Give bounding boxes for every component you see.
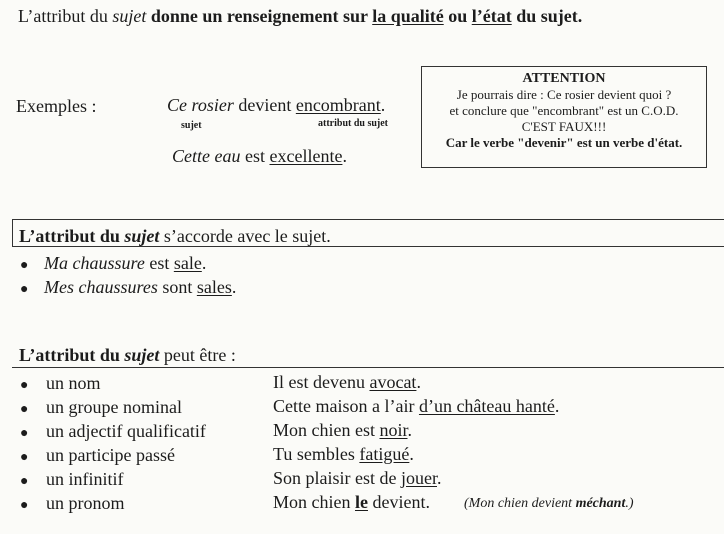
row-example-post: . — [416, 372, 421, 392]
row-kind: un infinitif — [46, 469, 124, 489]
bullet-icon: ● — [20, 498, 29, 513]
attention-title: ATTENTION — [522, 71, 606, 86]
attention-line-1: Je pourrais dire : Ce rosier devient quoi ? — [456, 87, 672, 102]
section-2-heading — [19, 345, 236, 366]
list-item — [44, 253, 206, 274]
row-example-post: . — [554, 396, 560, 416]
item-end: . — [231, 277, 237, 297]
row-kind: un nom — [46, 373, 101, 393]
section-1-heading — [19, 226, 331, 247]
row-example-attribute: le — [354, 492, 368, 512]
section-2-rule — [12, 367, 724, 368]
bullet-icon: ● — [20, 426, 29, 441]
intro-text-7: du sujet. — [511, 6, 583, 26]
row-kind: un participe passé — [46, 445, 175, 465]
row-example-post: . — [437, 468, 442, 488]
row-example-attribute: jouer — [401, 468, 437, 488]
section-1-heading-sujet: sujet — [124, 226, 160, 246]
row-example-post: . — [409, 444, 414, 464]
example-1-attribute: encombrant — [295, 95, 381, 115]
attention-line-2: et conclure que "encombrant" est un C.O.D. — [449, 103, 679, 118]
item-verb: sont — [157, 277, 197, 297]
example-1 — [167, 95, 385, 116]
section-1-left-rule — [12, 219, 13, 246]
row-kind: un groupe nominal — [46, 397, 182, 417]
attention-line-3: C'EST FAUX!!! — [521, 119, 607, 134]
section-1-top-rule — [12, 219, 724, 220]
row-note-post: .) — [625, 496, 634, 511]
section-1-heading-1: L’attribut du — [19, 226, 125, 246]
row-note — [464, 496, 634, 512]
row-example-pre: Son plaisir est de — [273, 468, 401, 488]
row-example-pre: Il est devenu — [273, 372, 370, 392]
intro-etat: l’état — [471, 6, 512, 26]
label-attribut-du-sujet: attribut du sujet — [318, 118, 389, 129]
row-example-pre: Mon chien est — [273, 420, 380, 440]
intro-sujet: sujet — [112, 6, 147, 26]
list-item — [44, 277, 236, 298]
example-1-subject: Ce rosier — [167, 95, 234, 115]
section-1-heading-3: s’accorde avec le sujet. — [159, 226, 331, 246]
example-2-subject: Cette eau — [172, 146, 241, 166]
example-2 — [172, 146, 347, 167]
section-2-heading-1: L’attribut du — [19, 345, 125, 365]
attention-box — [421, 66, 707, 168]
item-attribute: sale — [173, 253, 202, 273]
intro-text-5: ou — [443, 6, 472, 26]
item-subject: Mes chaussures — [44, 277, 158, 297]
example-1-end: . — [380, 95, 386, 115]
item-attribute: sales — [196, 277, 232, 297]
item-subject: Ma chaussure — [44, 253, 145, 273]
row-example — [273, 372, 421, 393]
row-example — [273, 492, 430, 513]
section-2-heading-sujet: sujet — [124, 345, 160, 365]
example-1-verb: devient — [233, 95, 296, 115]
bullet-icon: ● — [20, 474, 29, 489]
example-2-end: . — [342, 146, 347, 166]
intro-qualite: la qualité — [372, 6, 444, 26]
row-example-attribute: d’un château hanté — [418, 396, 555, 416]
row-example — [273, 420, 412, 441]
row-kind: un adjectif qualificatif — [46, 421, 206, 441]
examples-label: Exemples : — [16, 96, 97, 116]
row-example-attribute: noir — [379, 420, 408, 440]
row-example-attribute: fatigué — [359, 444, 410, 464]
bullet-icon: ● — [20, 282, 29, 297]
row-example-pre: Mon chien — [273, 492, 355, 512]
attention-line-4: Car le verbe "devenir" est un verbe d'état. — [445, 135, 683, 150]
bullet-icon: ● — [20, 378, 29, 393]
bullet-icon: ● — [20, 450, 29, 465]
row-example-post: . — [407, 420, 412, 440]
row-example-attribute: avocat — [369, 372, 417, 392]
section-2-heading-3: peut être : — [159, 345, 236, 365]
example-2-verb: est — [240, 146, 270, 166]
item-verb: est — [144, 253, 174, 273]
item-end: . — [201, 253, 207, 273]
row-kind: un pronom — [46, 493, 125, 513]
example-2-attribute: excellente — [269, 146, 343, 166]
intro-text-1: L’attribut du — [18, 6, 113, 26]
row-example-pre: Cette maison a l’air — [273, 396, 419, 416]
row-example — [273, 396, 559, 417]
bullet-icon: ● — [20, 402, 29, 417]
row-note-pre: (Mon chien devient — [464, 496, 576, 511]
intro-sentence — [18, 6, 582, 27]
row-example-post: devient. — [367, 492, 430, 512]
bullet-icon: ● — [20, 258, 29, 273]
row-note-bold: méchant — [575, 496, 626, 511]
row-example — [273, 444, 414, 465]
row-example-pre: Tu sembles — [273, 444, 360, 464]
intro-text-3: donne un renseignement sur — [146, 6, 373, 26]
label-sujet: sujet — [181, 120, 202, 131]
row-example — [273, 468, 442, 489]
